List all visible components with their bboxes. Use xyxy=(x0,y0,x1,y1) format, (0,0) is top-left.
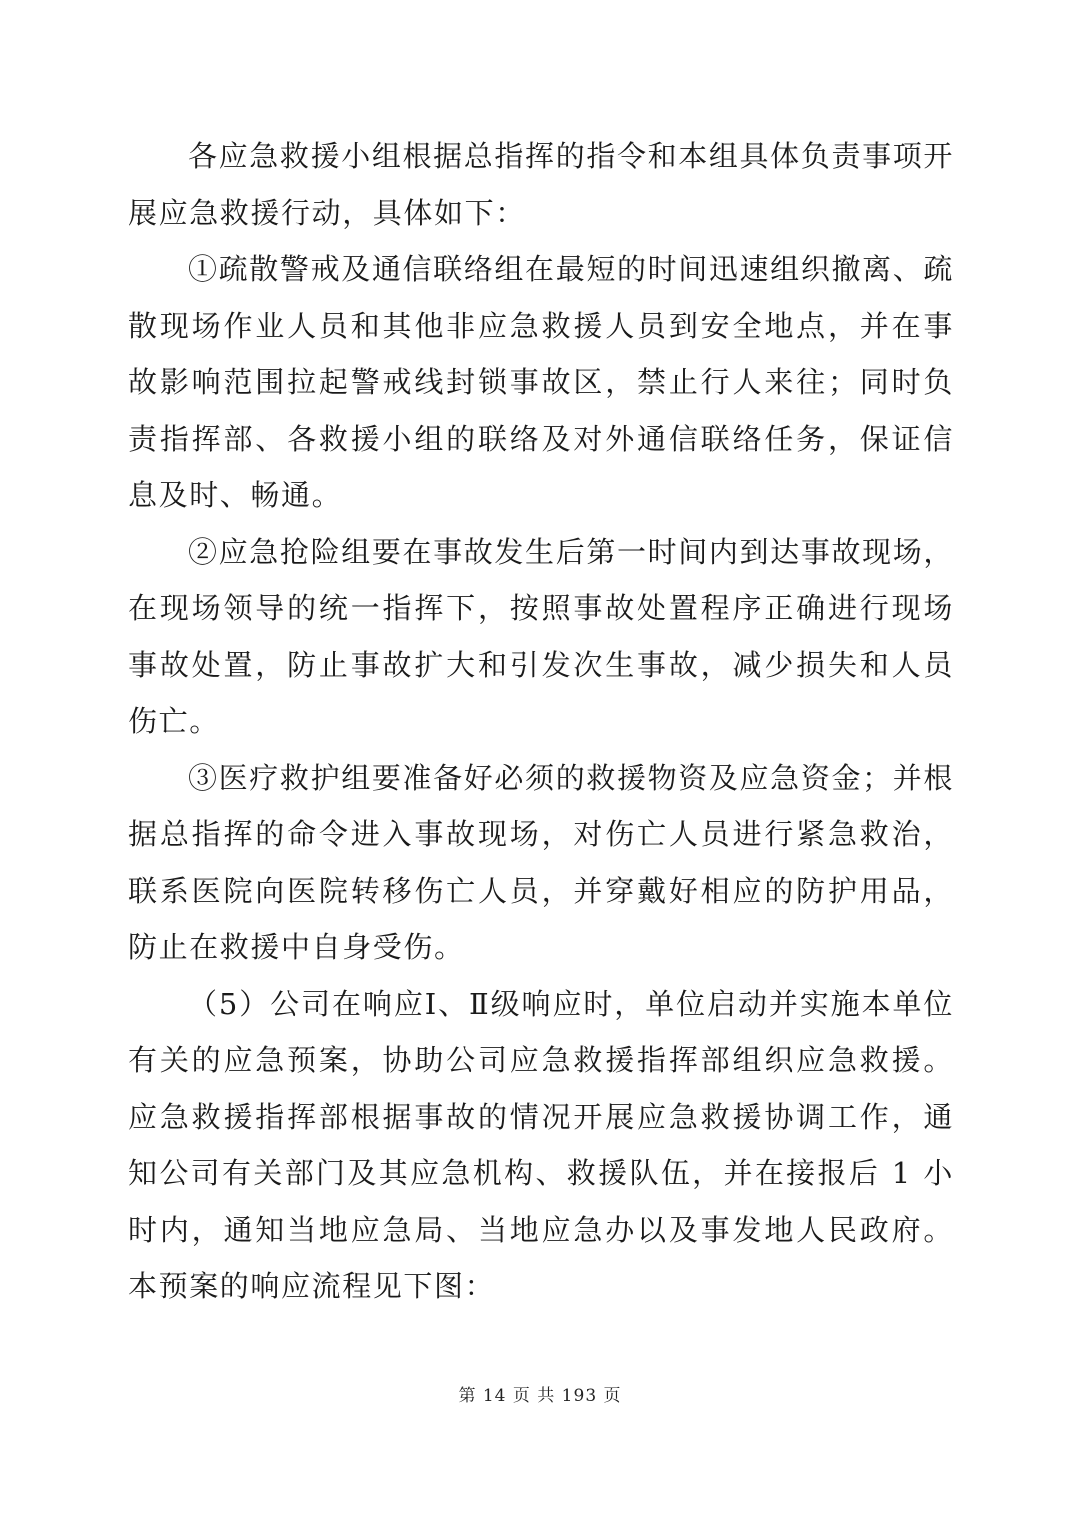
document-body xyxy=(128,128,954,1315)
page-number-footer: 第 14 页 共 193 页 xyxy=(458,1386,622,1406)
paragraph-evacuation-group: ①疏散警戒及通信联络组在最短的时间迅速组织撤离、疏散现场作业人员和其他非应急救援人员到安全地点，并在事故影响范围拉起警戒线封锁事故区，禁止行人来往；同时负责指挥部、各救援小组的联络及对外通信联络任务，保证信息及时、畅通。 xyxy=(128,252,954,512)
paragraph-intro: 各应急救援小组根据总指挥的指令和本组具体负责事项开展应急救援行动，具体如下： xyxy=(128,139,954,230)
paragraph-medical-group: ③医疗救护组要准备好必须的救援物资及应急资金；并根据总指挥的命令进入事故现场，对伤亡人员进行紧急救治，联系医院向医院转移伤亡人员，并穿戴好相应的防护用品，防止在救援中自身受伤。 xyxy=(128,760,954,964)
paragraph-rescue-group: ②应急抢险组要在事故发生后第一时间内到达事故现场，在现场领导的统一指挥下，按照事故处置程序正确进行现场事故处置，防止事故扩大和引发次生事故，减少损失和人员伤亡。 xyxy=(128,534,954,738)
paragraph-company-response: （5）公司在响应Ⅰ、Ⅱ级响应时，单位启动并实施本单位有关的应急预案，协助公司应急救援指挥部组织应急救援。应急救援指挥部根据事故的情况开展应急救援协调工作，通知公司有关部门及其应急机构、救援队伍，并在接报后 1 小时内，通知当地应急局、当地应急办以及事发地人民政府。本预案的响应流程见下图： xyxy=(128,986,954,1303)
